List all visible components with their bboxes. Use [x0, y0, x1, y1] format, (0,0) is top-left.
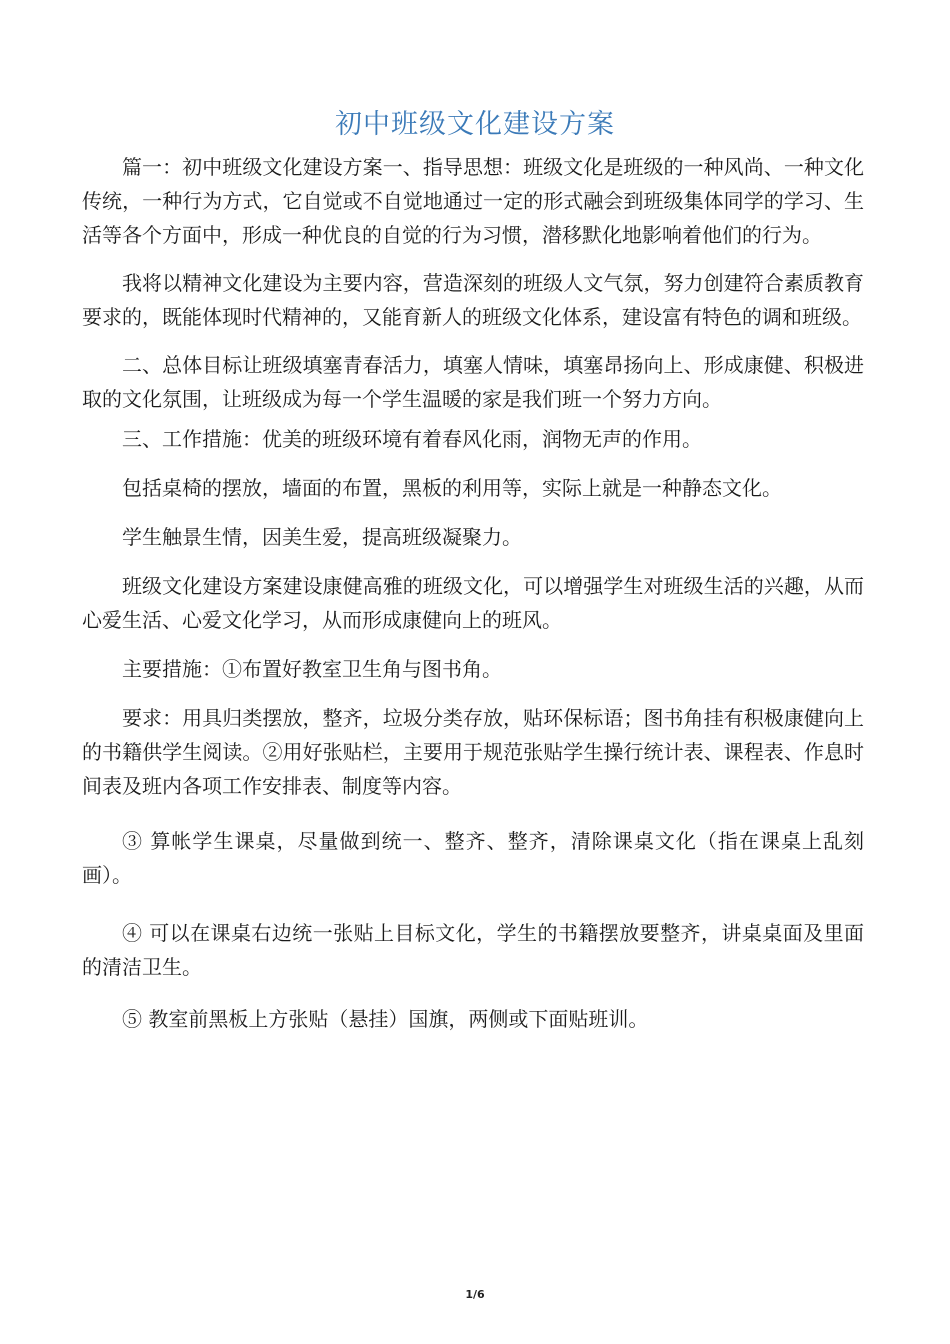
- paragraph-11: ④ 可以在课桌右边统一张贴上目标文化，学生的书籍摆放要整齐，讲桌桌面及里面的清洁卫生。: [82, 921, 864, 979]
- paragraph-3: 二、总体目标让班级填塞青春活力，填塞人情味，填塞昂扬向上、形成康健、积极进取的文化氛围，让班级成为每一个学生温暖的家是我们班一个努力方向。: [82, 353, 864, 411]
- paragraph-6: 学生触景生情，因美生爱，提高班级凝聚力。: [122, 525, 522, 549]
- paragraph-7: 班级文化建设方案建设康健高雅的班级文化，可以增强学生对班级生活的兴趣，从而心爱生活、心爱文化学习，从而形成康健向上的班风。: [82, 574, 864, 632]
- paragraph-12: ⑤ 教室前黑板上方张贴（悬挂）国旗，两侧或下面贴班训。: [122, 1007, 649, 1031]
- paragraph-4: 三、工作措施：优美的班级环境有着春风化雨，润物无声的作用。: [122, 427, 702, 451]
- paragraph-1: 篇一：初中班级文化建设方案一、指导思想：班级文化是班级的一种风尚、一种文化传统，一种行为方式，它自觉或不自觉地通过一定的形式融会到班级集体同学的学习、生活等各个方面中，形成一种优良的自觉的行为习惯，潜移默化地影响着他们的行为。: [82, 155, 864, 247]
- document-title: 初中班级文化建设方案: [335, 109, 615, 140]
- paragraph-10: ③ 算帐学生课桌，尽量做到统一、整齐、整齐，清除课桌文化（指在课桌上乱刻画）。: [82, 829, 864, 887]
- paragraph-2: 我将以精神文化建设为主要内容，营造深刻的班级人文气氛，努力创建符合素质教育要求的，既能体现时代精神的，又能育新人的班级文化体系，建设富有特色的调和班级。: [82, 271, 864, 329]
- paragraph-5: 包括桌椅的摆放，墙面的布置，黑板的利用等，实际上就是一种静态文化。: [122, 476, 782, 500]
- paragraph-8: 主要措施：①布置好教室卫生角与图书角。: [122, 657, 502, 681]
- paragraph-9: 要求：用具归类摆放，整齐，垃圾分类存放，贴环保标语；图书角挂有积极康健向上的书籍供学生阅读。②用好张贴栏，主要用于规范张贴学生操行统计表、课程表、作息时间表及班内各项工作安排表、制度等内容。: [82, 706, 864, 798]
- page-number: 1/6: [465, 1288, 485, 1301]
- document-body: [82, 150, 864, 1036]
